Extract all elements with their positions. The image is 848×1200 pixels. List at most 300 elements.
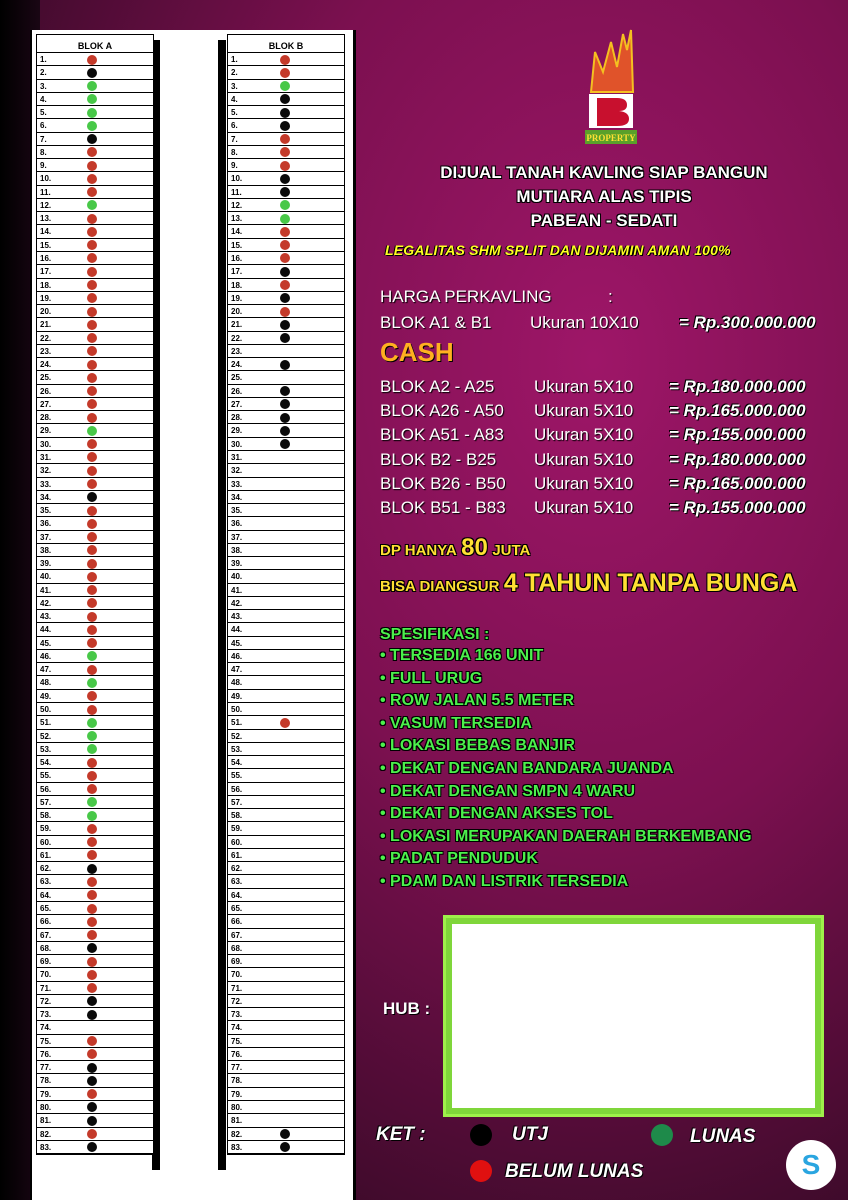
lot-row xyxy=(228,199,344,212)
lot-row xyxy=(37,1048,153,1061)
lot-status-dot xyxy=(87,744,97,754)
spec-item: • DEKAT DENGAN BANDARA JUANDA xyxy=(380,759,674,777)
lot-number: 10. xyxy=(231,174,243,184)
lot-row xyxy=(37,464,153,477)
lot-status-dot xyxy=(87,413,97,423)
lot-status-dot xyxy=(87,519,97,529)
lot-number: 83. xyxy=(231,1142,243,1152)
lot-row xyxy=(228,53,344,66)
lot-status-dot xyxy=(280,333,290,343)
lot-status-dot xyxy=(280,253,290,263)
lot-number: 57. xyxy=(40,797,52,807)
lot-status-dot xyxy=(87,134,97,144)
lot-row xyxy=(37,265,153,278)
lot-number: 35. xyxy=(40,506,52,516)
lot-number: 73. xyxy=(231,1010,243,1020)
spec-item: • PADAT PENDUDUK xyxy=(380,850,538,868)
lot-row xyxy=(37,703,153,716)
lot-status-dot xyxy=(87,572,97,582)
lot-row xyxy=(37,491,153,504)
lot-number: 9. xyxy=(231,161,238,171)
lot-number: 27. xyxy=(40,399,52,409)
lot-row xyxy=(228,80,344,93)
lot-row xyxy=(37,902,153,915)
price-row-ukuran: Ukuran 5X10 xyxy=(534,425,634,445)
lot-row xyxy=(228,995,344,1008)
lot-row xyxy=(228,756,344,769)
lot-row xyxy=(228,212,344,225)
lot-row xyxy=(228,305,344,318)
lot-row xyxy=(37,504,153,517)
lot-number: 53. xyxy=(40,744,52,754)
spec-item: • VASUM TERSEDIA xyxy=(380,714,532,732)
lot-number: 19. xyxy=(40,293,52,303)
lot-number: 4. xyxy=(231,94,238,104)
lunas-dot-icon xyxy=(651,1124,673,1146)
lot-status-dot xyxy=(280,718,290,728)
lot-number: 5. xyxy=(40,108,47,118)
lot-status-dot xyxy=(280,200,290,210)
price-row-price: = Rp.155.000.000 xyxy=(669,498,806,517)
lot-row xyxy=(37,1101,153,1114)
lot-row xyxy=(228,93,344,106)
blok-a-title: BLOK A xyxy=(37,35,153,53)
lot-row xyxy=(37,371,153,384)
lot-number: 40. xyxy=(40,572,52,582)
lot-status-dot xyxy=(87,824,97,834)
lot-number: 42. xyxy=(40,598,52,608)
lot-row xyxy=(37,358,153,371)
lot-number: 10. xyxy=(40,174,52,184)
lot-status-dot xyxy=(280,360,290,370)
lot-number: 51. xyxy=(40,718,52,728)
lot-row xyxy=(37,292,153,305)
lot-number: 32. xyxy=(40,466,52,476)
lot-row xyxy=(37,398,153,411)
lot-number: 40. xyxy=(231,572,243,582)
lot-status-dot xyxy=(280,293,290,303)
lot-row xyxy=(37,106,153,119)
angsur-line xyxy=(380,569,797,598)
lot-status-dot xyxy=(87,718,97,728)
lot-row xyxy=(37,517,153,530)
lot-number: 59. xyxy=(231,824,243,834)
lot-row xyxy=(228,955,344,968)
lot-status-dot xyxy=(280,386,290,396)
lot-row xyxy=(37,995,153,1008)
angsur-prefix: BISA DIANGSUR xyxy=(380,578,500,595)
lot-row xyxy=(37,690,153,703)
lot-status-dot xyxy=(87,1049,97,1059)
spesifikasi-title: SPESIFIKASI : xyxy=(380,626,490,643)
lot-number: 42. xyxy=(231,598,243,608)
lot-row xyxy=(228,146,344,159)
divider-bar xyxy=(218,40,226,1170)
lot-row xyxy=(37,133,153,146)
lot-number: 30. xyxy=(40,439,52,449)
brand-logo xyxy=(583,22,639,154)
lot-row xyxy=(228,279,344,292)
lot-row xyxy=(37,252,153,265)
lot-status-dot xyxy=(87,466,97,476)
lot-number: 12. xyxy=(40,200,52,210)
lot-row xyxy=(37,1008,153,1021)
lot-row xyxy=(228,159,344,172)
lot-number: 67. xyxy=(40,930,52,940)
lot-status-dot xyxy=(87,360,97,370)
lot-number: 55. xyxy=(231,771,243,781)
lot-row xyxy=(228,889,344,902)
lot-status-dot xyxy=(87,691,97,701)
lot-row xyxy=(37,172,153,185)
price-row-ukuran: Ukuran 5X10 xyxy=(534,498,634,517)
lot-number: 37. xyxy=(40,532,52,542)
lot-row xyxy=(37,623,153,636)
lot-number: 69. xyxy=(231,957,243,967)
lot-number: 21. xyxy=(231,320,243,330)
lot-number: 81. xyxy=(40,1116,52,1126)
lot-number: 50. xyxy=(231,705,243,715)
lot-number: 25. xyxy=(231,373,243,383)
lot-number: 7. xyxy=(40,134,47,144)
blok-b-title: BLOK B xyxy=(228,35,344,53)
lot-row xyxy=(37,199,153,212)
lot-status-dot xyxy=(87,864,97,874)
lot-status-dot xyxy=(280,187,290,197)
ket-label: KET : xyxy=(376,1124,426,1145)
lot-status-dot xyxy=(87,147,97,157)
lot-row xyxy=(37,80,153,93)
lot-number: 66. xyxy=(231,917,243,927)
lot-row xyxy=(37,730,153,743)
lot-row xyxy=(37,942,153,955)
b1-price: = Rp.300.000.000 xyxy=(679,313,816,332)
price-row-blok: BLOK B2 - B25 xyxy=(380,449,497,469)
lot-number: 79. xyxy=(231,1089,243,1099)
lot-number: 1. xyxy=(231,55,238,64)
lot-number: 25. xyxy=(40,373,52,383)
lot-number: 14. xyxy=(231,227,243,237)
lot-row xyxy=(228,106,344,119)
lot-row xyxy=(228,862,344,875)
lot-number: 38. xyxy=(231,545,243,555)
lot-status-dot xyxy=(280,134,290,144)
lot-number: 67. xyxy=(231,930,243,940)
lot-number: 18. xyxy=(40,280,52,290)
lot-number: 50. xyxy=(40,705,52,715)
lot-status-dot xyxy=(87,1142,97,1152)
lot-number: 16. xyxy=(231,253,243,263)
lot-status-dot xyxy=(87,797,97,807)
lot-row xyxy=(228,1035,344,1048)
lot-status-dot xyxy=(280,161,290,171)
lot-row xyxy=(228,743,344,756)
lot-row xyxy=(37,929,153,942)
lot-number: 32. xyxy=(231,466,243,476)
lot-row xyxy=(228,119,344,132)
lot-number: 62. xyxy=(231,864,243,874)
lot-number: 47. xyxy=(40,665,52,675)
lot-number: 29. xyxy=(40,426,52,436)
lot-number: 80. xyxy=(231,1102,243,1112)
lot-row xyxy=(37,822,153,835)
lot-status-dot xyxy=(87,386,97,396)
lot-number: 16. xyxy=(40,253,52,263)
lot-number: 22. xyxy=(231,333,243,343)
lot-row xyxy=(37,783,153,796)
lot-status-dot xyxy=(87,665,97,675)
lot-status-dot xyxy=(87,1010,97,1020)
lot-row xyxy=(37,597,153,610)
lot-number: 66. xyxy=(40,917,52,927)
lot-status-dot xyxy=(87,55,97,65)
lot-row xyxy=(228,252,344,265)
lot-row xyxy=(228,716,344,729)
lot-number: 18. xyxy=(231,280,243,290)
lot-status-dot xyxy=(87,267,97,277)
lot-row xyxy=(228,186,344,199)
lot-row xyxy=(228,557,344,570)
lot-status-dot xyxy=(87,532,97,542)
lot-number: 73. xyxy=(40,1010,52,1020)
lot-row xyxy=(228,225,344,238)
belum-lunas-label: BELUM LUNAS xyxy=(505,1161,644,1182)
lot-number: 36. xyxy=(231,519,243,529)
lot-row xyxy=(228,292,344,305)
lot-number: 52. xyxy=(231,731,243,741)
lot-row xyxy=(228,610,344,623)
lot-row xyxy=(228,796,344,809)
lot-status-dot xyxy=(87,917,97,927)
lot-number: 41. xyxy=(231,585,243,595)
lot-row xyxy=(37,531,153,544)
lot-row xyxy=(37,915,153,928)
lot-status-dot xyxy=(87,585,97,595)
lot-number: 54. xyxy=(40,758,52,768)
lot-row xyxy=(228,982,344,995)
lot-number: 26. xyxy=(231,386,243,396)
lot-row xyxy=(37,332,153,345)
lot-number: 8. xyxy=(231,147,238,157)
lot-row xyxy=(37,318,153,331)
lot-status-dot xyxy=(87,705,97,715)
lot-row xyxy=(37,796,153,809)
lot-row xyxy=(228,491,344,504)
lot-number: 8. xyxy=(40,147,47,157)
lot-number: 21. xyxy=(40,320,52,330)
lot-number: 62. xyxy=(40,864,52,874)
lot-status-dot xyxy=(87,161,97,171)
lot-number: 76. xyxy=(40,1049,52,1059)
lot-number: 17. xyxy=(40,267,52,277)
blok-a-table xyxy=(36,34,154,1155)
price-row-ukuran: Ukuran 5X10 xyxy=(534,377,634,396)
lot-row xyxy=(228,836,344,849)
lot-row xyxy=(228,769,344,782)
lot-status-dot xyxy=(87,1116,97,1126)
blok-b-table xyxy=(227,34,345,1155)
harga-label: HARGA PERKAVLING xyxy=(380,287,552,306)
lot-number: 47. xyxy=(231,665,243,675)
lot-row xyxy=(228,1048,344,1061)
b1-ukuran: Ukuran 10X10 xyxy=(530,313,639,332)
lot-row xyxy=(37,478,153,491)
lot-row xyxy=(228,517,344,530)
lot-number: 68. xyxy=(40,943,52,953)
lot-number: 29. xyxy=(231,426,243,436)
lot-row xyxy=(37,676,153,689)
lot-status-dot xyxy=(280,413,290,423)
lot-number: 76. xyxy=(231,1049,243,1059)
legalitas-text: LEGALITAS SHM SPLIT DAN DIJAMIN AMAN 100% xyxy=(385,242,731,258)
lot-status-dot xyxy=(280,267,290,277)
lot-status-dot xyxy=(280,1129,290,1139)
lot-row xyxy=(228,332,344,345)
price-row-blok: BLOK B26 - B50 xyxy=(380,473,506,493)
lot-row xyxy=(228,902,344,915)
lot-row xyxy=(228,345,344,358)
lot-row xyxy=(37,212,153,225)
lot-number: 5. xyxy=(231,108,238,118)
lot-number: 56. xyxy=(231,784,243,794)
lot-number: 11. xyxy=(40,187,51,197)
price-row-blok: BLOK B51 - B83 xyxy=(380,498,506,517)
hub-label: HUB : xyxy=(383,999,431,1018)
lot-row xyxy=(228,478,344,491)
lot-row xyxy=(37,1088,153,1101)
lot-row xyxy=(228,968,344,981)
lot-row xyxy=(37,584,153,597)
lot-status-dot xyxy=(87,214,97,224)
lot-row xyxy=(228,1114,344,1127)
lot-number: 23. xyxy=(231,346,243,356)
lot-row xyxy=(37,53,153,66)
lot-row xyxy=(37,1035,153,1048)
lot-number: 63. xyxy=(40,877,52,887)
lot-number: 34. xyxy=(231,492,243,502)
lot-status-dot xyxy=(87,598,97,608)
lot-number: 27. xyxy=(231,399,243,409)
contact-box xyxy=(446,918,821,1114)
lot-row xyxy=(228,623,344,636)
lot-row xyxy=(37,875,153,888)
lot-row xyxy=(37,146,153,159)
lot-row xyxy=(228,172,344,185)
lot-row xyxy=(37,968,153,981)
lot-row xyxy=(37,66,153,79)
lot-number: 14. xyxy=(40,227,52,237)
lot-number: 28. xyxy=(40,413,52,423)
lot-status-dot xyxy=(87,81,97,91)
lot-status-dot xyxy=(280,55,290,65)
lot-row xyxy=(37,1114,153,1127)
lot-status-dot xyxy=(280,426,290,436)
lot-status-dot xyxy=(280,320,290,330)
lot-row xyxy=(37,424,153,437)
lot-row xyxy=(228,875,344,888)
lot-status-dot xyxy=(87,811,97,821)
harga-colon: : xyxy=(608,287,613,306)
lot-number: 69. xyxy=(40,957,52,967)
lot-row xyxy=(37,1128,153,1141)
lot-status-dot xyxy=(87,492,97,502)
lot-row xyxy=(228,1101,344,1114)
header-line-1: DIJUAL TANAH KAVLING SIAP BANGUN xyxy=(440,163,768,182)
lot-number: 37. xyxy=(231,532,243,542)
lot-row xyxy=(37,544,153,557)
lot-status-dot xyxy=(280,94,290,104)
lot-row xyxy=(228,424,344,437)
lot-status-dot xyxy=(87,373,97,383)
lot-number: 61. xyxy=(231,850,243,860)
cash-label: CASH xyxy=(380,337,454,367)
lot-status-dot xyxy=(87,253,97,263)
lot-status-dot xyxy=(87,545,97,555)
lot-row xyxy=(37,557,153,570)
lot-status-dot xyxy=(87,877,97,887)
lot-number: 7. xyxy=(231,134,238,144)
lot-number: 46. xyxy=(40,651,52,661)
lot-row xyxy=(37,279,153,292)
lot-row xyxy=(228,464,344,477)
lot-status-dot xyxy=(280,280,290,290)
lot-status-dot xyxy=(87,187,97,197)
lot-status-dot xyxy=(87,479,97,489)
lot-status-dot xyxy=(87,983,97,993)
dp-line xyxy=(380,534,530,562)
lot-row xyxy=(37,862,153,875)
lot-number: 19. xyxy=(231,293,243,303)
logo-caption: PROPERTY xyxy=(586,133,636,143)
lot-number: 54. xyxy=(231,758,243,768)
lot-row xyxy=(37,411,153,424)
lot-status-dot xyxy=(87,904,97,914)
lot-number: 51. xyxy=(231,718,243,728)
lot-number: 3. xyxy=(40,81,47,91)
lot-number: 82. xyxy=(231,1129,243,1139)
lot-row xyxy=(228,451,344,464)
price-row-blok: BLOK A26 - A50 xyxy=(380,401,504,421)
lot-row xyxy=(228,398,344,411)
lot-status-dot xyxy=(87,346,97,356)
lot-number: 13. xyxy=(40,214,52,224)
lot-row xyxy=(228,504,344,517)
lot-number: 24. xyxy=(231,360,243,370)
price-row-ukuran: Ukuran 5X10 xyxy=(534,449,634,469)
lot-number: 1. xyxy=(40,55,47,64)
lot-status-dot xyxy=(87,174,97,184)
lot-number: 70. xyxy=(40,970,52,980)
lot-number: 64. xyxy=(40,890,52,900)
lot-row xyxy=(37,650,153,663)
lot-number: 31. xyxy=(231,452,243,462)
lot-number: 33. xyxy=(40,479,52,489)
lot-row xyxy=(37,663,153,676)
lot-number: 35. xyxy=(231,506,243,516)
lot-status-dot xyxy=(280,174,290,184)
lot-number: 60. xyxy=(40,837,52,847)
lot-row xyxy=(37,1021,153,1034)
price-row-blok: BLOK A2 - A25 xyxy=(380,377,495,396)
angsur-value: 4 TAHUN TANPA BUNGA xyxy=(503,569,798,597)
lot-row xyxy=(228,318,344,331)
lot-status-dot xyxy=(87,399,97,409)
lot-number: 44. xyxy=(40,625,52,635)
lot-status-dot xyxy=(87,1063,97,1073)
lot-number: 38. xyxy=(40,545,52,555)
lot-number: 68. xyxy=(231,943,243,953)
lot-number: 83. xyxy=(40,1142,52,1152)
